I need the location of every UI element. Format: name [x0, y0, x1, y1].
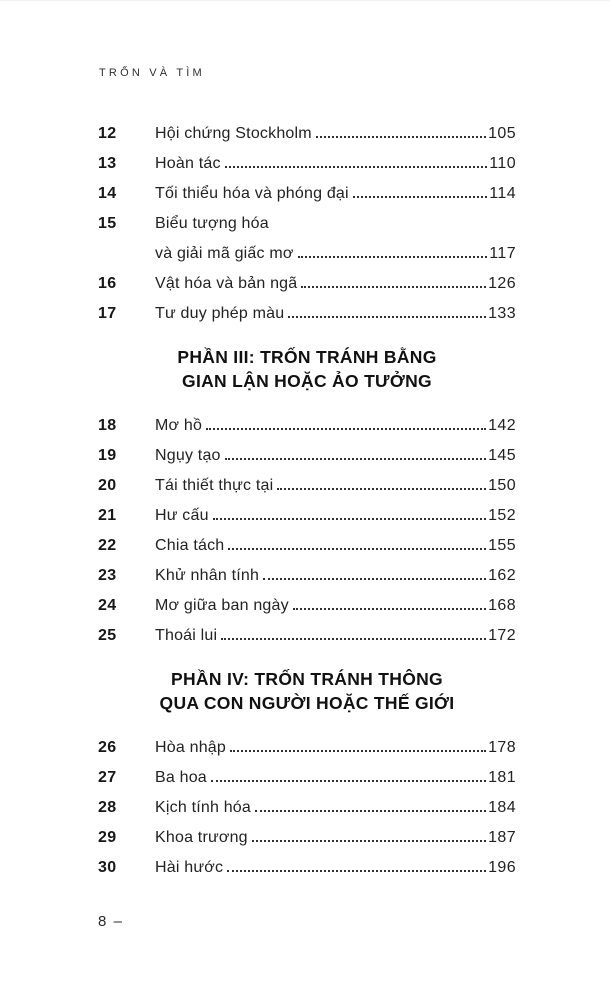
dot-leader	[298, 255, 488, 258]
toc-entry-body	[155, 119, 516, 149]
chapter-page-number: 142	[488, 417, 516, 434]
toc-entry-line	[155, 823, 516, 853]
dot-leader	[227, 869, 486, 872]
toc-entry-line	[155, 621, 516, 651]
chapter-page-number: 181	[488, 769, 516, 786]
chapter-page-number: 110	[489, 155, 516, 172]
chapter-title: Tối thiểu hóa và phóng đại	[155, 185, 349, 202]
folio-number: 8	[98, 913, 107, 930]
chapter-title: Thoái lui	[155, 627, 218, 644]
chapter-page-number: 184	[488, 799, 516, 816]
chapter-number: 19	[98, 447, 117, 464]
chapter-page-number: 168	[488, 597, 516, 614]
toc-entry-line	[155, 239, 516, 269]
chapter-title: Vật hóa và bản ngã	[155, 275, 298, 292]
chapter-page-number: 178	[488, 739, 516, 756]
chapter-title: Biểu tượng hóa	[155, 215, 269, 232]
chapter-number: 15	[98, 215, 117, 232]
toc-entry	[98, 269, 516, 299]
chapter-number: 30	[98, 859, 117, 876]
chapter-page-number: 105	[488, 125, 516, 142]
toc-entry	[98, 149, 516, 179]
dot-leader	[225, 457, 486, 460]
toc-entry-body	[155, 733, 516, 763]
dot-leader	[206, 427, 486, 430]
chapter-page-number: 172	[488, 627, 516, 644]
running-header: TRỐN VÀ TÌM	[99, 67, 205, 79]
chapter-title: Hội chứng Stockholm	[155, 125, 312, 142]
chapter-title: Khử nhân tính	[155, 567, 260, 584]
toc-entry-body	[155, 793, 516, 823]
toc-entry-line	[155, 441, 516, 471]
toc-entry	[98, 501, 516, 531]
toc-entry	[98, 411, 516, 441]
toc-entry	[98, 793, 516, 823]
chapter-title: Mơ giữa ban ngày	[155, 597, 289, 614]
chapter-page-number: 150	[488, 477, 516, 494]
chapter-number: 26	[98, 739, 117, 756]
dot-leader	[255, 809, 486, 812]
chapter-number: 27	[98, 769, 117, 786]
toc-entry-line	[155, 531, 516, 561]
toc-entry-body	[155, 411, 516, 441]
toc-entry-body	[155, 853, 516, 883]
chapter-number: 22	[98, 537, 117, 554]
chapter-page-number: 133	[488, 305, 516, 322]
chapter-page-number: 187	[488, 829, 516, 846]
toc-entry	[98, 621, 516, 651]
dot-leader	[301, 285, 486, 288]
toc-entry-line	[155, 501, 516, 531]
chapter-number: 18	[98, 417, 117, 434]
folio-dash: –	[113, 913, 123, 930]
toc-entry-body	[155, 441, 516, 471]
section-heading	[98, 345, 516, 393]
chapter-number: 13	[98, 155, 117, 172]
chapter-title: Hoàn tác	[155, 155, 221, 172]
section-heading-line: PHẦN III: TRỐN TRÁNH BẰNG	[177, 347, 437, 367]
toc-entry	[98, 591, 516, 621]
toc-entry	[98, 179, 516, 209]
chapter-number: 24	[98, 597, 117, 614]
chapter-title: Ba hoa	[155, 769, 207, 786]
chapter-title: và giải mã giấc mơ	[155, 245, 294, 262]
chapter-number: 29	[98, 829, 117, 846]
toc-entry-line	[155, 591, 516, 621]
toc-entry	[98, 119, 516, 149]
toc-entry-line	[155, 733, 516, 763]
dot-leader	[277, 487, 486, 490]
toc-entry-line	[155, 209, 516, 239]
section-heading-line: GIAN LẬN HOẶC ẢO TƯỞNG	[182, 371, 432, 391]
toc-entry	[98, 561, 516, 591]
toc-entry-body	[155, 823, 516, 853]
chapter-page-number: 162	[488, 567, 516, 584]
toc-entry-body	[155, 209, 516, 269]
toc-entry	[98, 471, 516, 501]
dot-leader	[293, 607, 486, 610]
chapter-number: 16	[98, 275, 117, 292]
chapter-title: Mơ hồ	[155, 417, 203, 434]
chapter-number: 23	[98, 567, 117, 584]
chapter-page-number: 155	[488, 537, 516, 554]
chapter-title: Hài hước	[155, 859, 224, 876]
dot-leader	[230, 749, 486, 752]
chapter-page-number: 152	[488, 507, 516, 524]
chapter-number: 12	[98, 125, 117, 142]
chapter-number: 28	[98, 799, 117, 816]
toc-entry-line	[155, 853, 516, 883]
dot-leader	[288, 315, 486, 318]
chapter-title: Kịch tính hóa	[155, 799, 251, 816]
chapter-page-number: 196	[488, 859, 516, 876]
section-heading	[98, 667, 516, 715]
toc-entry	[98, 823, 516, 853]
toc-entry-body	[155, 149, 516, 179]
toc-entry-body	[155, 591, 516, 621]
toc-entry-body	[155, 561, 516, 591]
toc-entry-body	[155, 763, 516, 793]
table-of-contents	[98, 119, 516, 883]
chapter-page-number: 126	[488, 275, 516, 292]
chapter-page-number: 145	[488, 447, 516, 464]
chapter-title: Chia tách	[155, 537, 225, 554]
toc-entry-line	[155, 119, 516, 149]
toc-entry-line	[155, 763, 516, 793]
toc-entry-line	[155, 149, 516, 179]
chapter-number: 21	[98, 507, 117, 524]
section-heading-line: QUA CON NGƯỜI HOẶC THẾ GIỚI	[159, 693, 455, 713]
toc-entry	[98, 209, 516, 269]
dot-leader	[211, 779, 486, 782]
toc-entry	[98, 733, 516, 763]
dot-leader	[225, 165, 488, 168]
toc-entry-body	[155, 471, 516, 501]
dot-leader	[263, 577, 486, 580]
toc-entry-line	[155, 411, 516, 441]
dot-leader	[353, 195, 487, 198]
chapter-number: 17	[98, 305, 117, 322]
toc-entry-body	[155, 269, 516, 299]
toc-entry	[98, 441, 516, 471]
section-heading-line: PHẦN IV: TRỐN TRÁNH THÔNG	[171, 669, 443, 689]
chapter-title: Hòa nhập	[155, 739, 226, 756]
dot-leader	[316, 135, 486, 138]
page-footer	[98, 913, 122, 930]
chapter-page-number: 114	[489, 185, 516, 202]
toc-entry-body	[155, 531, 516, 561]
toc-entry	[98, 763, 516, 793]
chapter-page-number: 117	[489, 245, 516, 262]
dot-leader	[252, 839, 486, 842]
dot-leader	[213, 517, 486, 520]
toc-entry-body	[155, 621, 516, 651]
dot-leader	[221, 637, 486, 640]
toc-entry-line	[155, 299, 516, 329]
toc-entry	[98, 531, 516, 561]
chapter-title: Tư duy phép màu	[155, 305, 285, 322]
toc-entry-line	[155, 471, 516, 501]
dot-leader	[228, 547, 486, 550]
toc-entry-line	[155, 179, 516, 209]
chapter-title: Ngụy tạo	[155, 447, 221, 464]
toc-entry-body	[155, 179, 516, 209]
chapter-title: Tái thiết thực tại	[155, 477, 274, 494]
chapter-number: 20	[98, 477, 117, 494]
chapter-title: Khoa trương	[155, 829, 248, 846]
chapter-number: 14	[98, 185, 117, 202]
chapter-title: Hư cấu	[155, 507, 209, 524]
toc-entry-line	[155, 561, 516, 591]
toc-entry-body	[155, 299, 516, 329]
toc-entry-line	[155, 793, 516, 823]
toc-entry-line	[155, 269, 516, 299]
toc-entry	[98, 853, 516, 883]
toc-entry-body	[155, 501, 516, 531]
toc-entry	[98, 299, 516, 329]
chapter-number: 25	[98, 627, 117, 644]
